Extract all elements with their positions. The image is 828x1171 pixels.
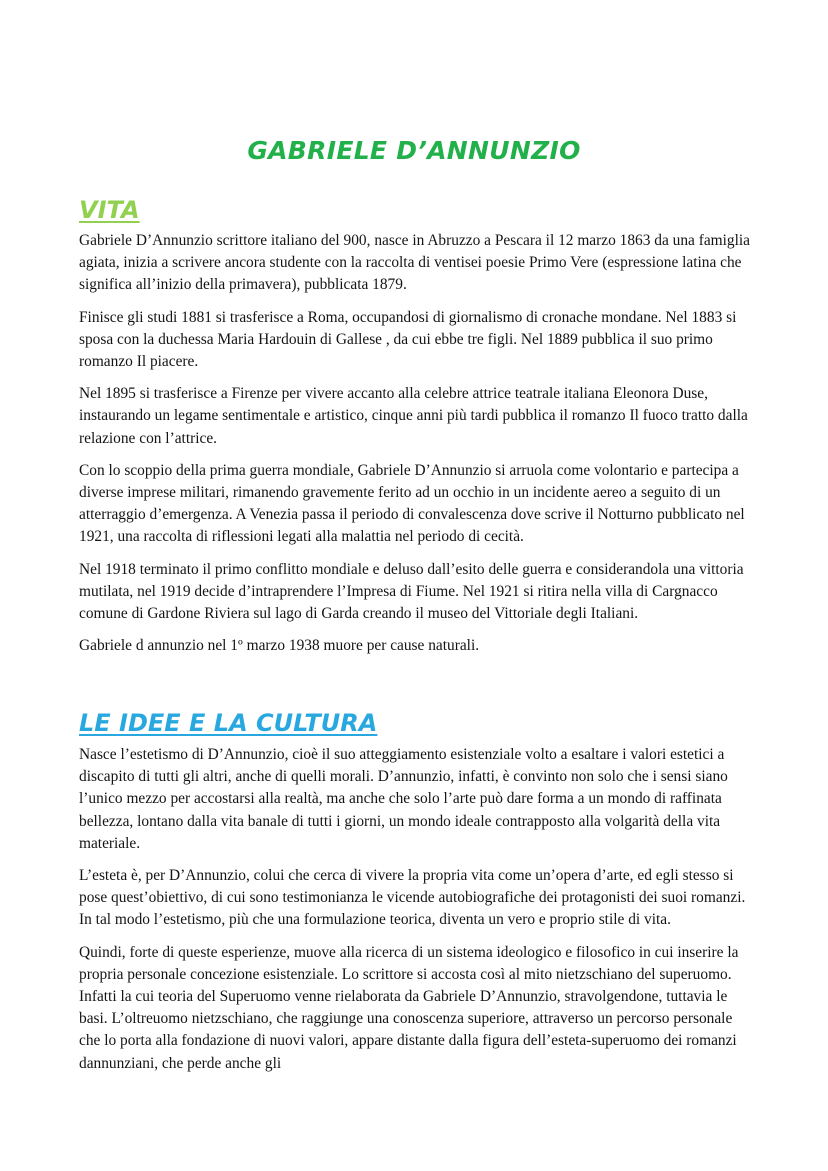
- paragraph: Gabriele d annunzio nel 1º marzo 1938 muore per cause naturali.: [79, 637, 480, 655]
- paragraph: Nel 1918 terminato il primo conflitto mondiale e deluso dall’esito delle guerra e considerandola una vittoria mutilata, nel 1919 decide d’intraprendere l’Impresa di Fiume. Nel 1921 si ritira nella villa di Cargnacco comune di Gardone Riviera sul lago di Garda creando il museo del Vittoriale degli Italiani.: [79, 560, 744, 623]
- paragraph: Quindi, forte di queste esperienze, muove alla ricerca di un sistema ideologico e filosofico in cui inserire la propria personale concezione esistenziale. Lo scrittore si accosta così al mito nietzschiano del superuomo. Infatti la cui teoria del Superuomo venne rielaborata da Gabriele D’Annunzio, stravolgendone, tuttavia le basi. L’oltreuomo nietzschiano, che raggiunge una conoscenza superiore, attraverso un percorso personale che lo porta alla fondazione di nuovi valori, appare distante dalla figura dell’esteta-superuomo dei romanzi dannunziani, che perde anche gli: [79, 943, 739, 1072]
- section-heading-idee: LE IDEE E LA CULTURA: [79, 709, 378, 737]
- paragraph: Nel 1895 si trasferisce a Firenze per vivere accanto alla celebre attrice teatrale italiana Eleonora Duse, instaurando un legame sentimentale e artistico, cinque anni più tardi pubblica il romanzo Il fuoco tratto dalla relazione con l’attrice.: [79, 385, 748, 447]
- paragraph: L’esteta è, per D’Annunzio, colui che cerca di vivere la propria vita come un’opera d’arte, ed egli stesso si pose quest’obiettivo, di cui sono testimonianza le vicende autobiografiche dei protagonisti dei suoi romanzi. In tal modo l’estetismo, più che una formulazione teorica, diventa un vero e proprio stile di vita.: [79, 867, 746, 929]
- paragraph: Nasce l’estetismo di D’Annunzio, cioè il suo atteggiamento esistenziale volto a esaltare i valori estetici a discapito di tutti gli altri, anche di quelli morali. D’annunzio, infatti, è convinto non solo che i sensi siano l’unico mezzo per accostarsi alla realtà, ma anche che solo l’arte può dare forma a un mondo di raffinata bellezza, lontano dalla vita banale di tutti i giorni, un mondo ideale contrapposto alla volgarità della vita materiale.: [79, 746, 728, 852]
- section-body-idee: [79, 744, 752, 1085]
- paragraph: Finisce gli studi 1881 si trasferisce a Roma, occupandosi di giornalismo di cronache mondane. Nel 1883 si sposa con la duchessa Maria Hardouin di Gallese , da cui ebbe tre figli. Nel 1889 pubblica il suo primo romanzo Il piacere.: [79, 308, 737, 371]
- document-title: GABRIELE D’ANNUNZIO: [247, 136, 581, 165]
- paragraph: Gabriele D’Annunzio scrittore italiano del 900, nasce in Abruzzo a Pescara il 12 marzo 1863 da una famiglia agiata, inizia a scrivere ancora studente con la raccolta di ventisei poesie Primo Vere (espressione latina che significa all’inizio della primavera), pubblicata 1879.: [79, 232, 750, 294]
- section-heading-vita: VITA: [79, 196, 140, 224]
- paragraph: Con lo scoppio della prima guerra mondiale, Gabriele D’Annunzio si arruola come volontario e partecipa a diverse imprese militari, rimanendo gravemente ferito ad un occhio in un incidente aereo a seguito di un atterraggio d’emergenza. A Venezia passa il periodo di convalescenza dove scrive il Notturno pubblicato nel 1921, una raccolta di riflessioni legati alla malattia nel periodo di cecità.: [79, 461, 745, 546]
- section-body-vita: [79, 230, 752, 667]
